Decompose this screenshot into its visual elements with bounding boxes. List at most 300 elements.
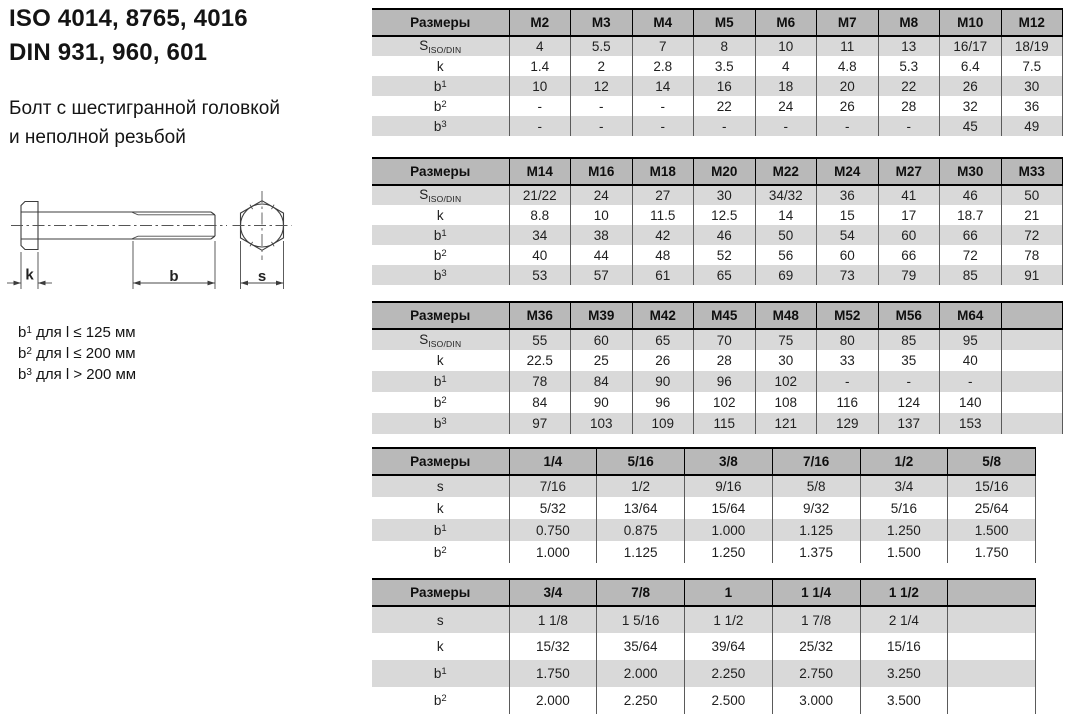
dimension-table-inch-small xyxy=(372,447,1036,563)
dimension-value: 10 xyxy=(509,76,571,96)
dimension-value: 3/4 xyxy=(860,475,948,497)
dimension-value xyxy=(948,633,1036,660)
dimension-value: 15/16 xyxy=(948,475,1036,497)
dimension-value: 53 xyxy=(509,265,571,285)
dimension-value: 85 xyxy=(878,329,940,350)
dimension-value: 5/32 xyxy=(509,497,597,519)
size-column-header: M10 xyxy=(940,9,1002,36)
dimension-value: 9/32 xyxy=(772,497,860,519)
dimension-value: 1.125 xyxy=(772,519,860,541)
dimension-value: 30 xyxy=(755,350,817,371)
dimension-value: 96 xyxy=(632,392,694,413)
size-column-header: M12 xyxy=(1001,9,1063,36)
dimension-value: 24 xyxy=(571,185,633,205)
dimension-value: 69 xyxy=(755,265,817,285)
dimension-row xyxy=(372,392,1063,413)
note-b3-symbol: b xyxy=(18,366,27,383)
dimension-value: 1.4 xyxy=(509,56,571,76)
dimension-value: 38 xyxy=(571,225,633,245)
dimension-value: 116 xyxy=(817,392,879,413)
dimension-value xyxy=(1001,350,1063,371)
note-b2-sup: 2 xyxy=(26,346,32,357)
dimension-value: 41 xyxy=(878,185,940,205)
dimension-value: - xyxy=(632,96,694,116)
dimension-value: 4.8 xyxy=(817,56,879,76)
dimension-value: 15 xyxy=(817,205,879,225)
dimension-row xyxy=(372,519,1036,541)
size-column-header: 5/16 xyxy=(597,448,685,475)
dimension-value: 30 xyxy=(1001,76,1063,96)
dimension-value: 18.7 xyxy=(940,205,1002,225)
dimension-value: 78 xyxy=(1001,245,1063,265)
dimension-value: 1.375 xyxy=(772,541,860,563)
page-title xyxy=(9,2,248,70)
dimension-row xyxy=(372,96,1063,116)
size-column-header: 3/4 xyxy=(509,579,597,606)
dimension-value: 73 xyxy=(817,265,879,285)
row-label: $b^2$ xyxy=(372,687,509,714)
dim-s-label: s xyxy=(257,268,267,285)
size-column-header: 7/16 xyxy=(772,448,860,475)
dimension-table-metric-m14-m33 xyxy=(372,157,1063,285)
dimension-value: 32 xyxy=(940,96,1002,116)
dimension-value: 2.250 xyxy=(597,687,685,714)
dimension-row xyxy=(372,475,1036,497)
note-b2-symbol: b xyxy=(18,345,27,362)
dimension-value: 3.000 xyxy=(772,687,860,714)
row-label: $b^1$ xyxy=(372,660,509,687)
dimension-row xyxy=(372,36,1063,56)
size-column-header: M45 xyxy=(694,302,756,329)
dimension-value xyxy=(948,606,1036,633)
dimension-value: 84 xyxy=(571,371,633,392)
dimension-value: 1.500 xyxy=(860,541,948,563)
s-arrow-left xyxy=(241,281,249,286)
dimension-value: 2.750 xyxy=(772,660,860,687)
dimension-value: 52 xyxy=(694,245,756,265)
description-line-1: Болт с шестигранной головкой xyxy=(9,98,280,119)
dimension-value: 7.5 xyxy=(1001,56,1063,76)
row-label: k xyxy=(372,56,509,76)
size-column-header: M64 xyxy=(940,302,1002,329)
dimension-value: 2.500 xyxy=(685,687,773,714)
note-b1 xyxy=(18,321,136,342)
dimension-value: 109 xyxy=(632,413,694,434)
dimension-value: 1.000 xyxy=(509,541,597,563)
dimension-value: 36 xyxy=(1001,96,1063,116)
dimension-value: 84 xyxy=(509,392,571,413)
dimension-value: 3.250 xyxy=(860,660,948,687)
dimension-value: 10 xyxy=(755,36,817,56)
note-b1-text: для l ≤ 125 мм xyxy=(36,324,136,341)
dimension-value: 9/16 xyxy=(685,475,773,497)
dimension-value: 46 xyxy=(940,185,1002,205)
dimension-value: 21 xyxy=(1001,205,1063,225)
size-column-header: 1 xyxy=(685,579,773,606)
dimension-row xyxy=(372,56,1063,76)
header-row xyxy=(372,302,1063,329)
size-column-header: 1 1/4 xyxy=(772,579,860,606)
dimension-row xyxy=(372,265,1063,285)
size-column-header: M56 xyxy=(878,302,940,329)
dimension-value: 70 xyxy=(694,329,756,350)
size-column-header: M24 xyxy=(817,158,879,185)
dimension-value: 22 xyxy=(878,76,940,96)
dimension-value: 1.500 xyxy=(948,519,1036,541)
size-column-header: M8 xyxy=(878,9,940,36)
dimension-value: - xyxy=(632,116,694,136)
header-row xyxy=(372,9,1063,36)
row-label: k xyxy=(372,350,509,371)
size-column-header: M48 xyxy=(755,302,817,329)
dimension-value: 3.500 xyxy=(860,687,948,714)
dimension-value: 20 xyxy=(817,76,879,96)
dimension-value: 8 xyxy=(694,36,756,56)
dimension-value: 1 1/2 xyxy=(685,606,773,633)
note-b2-text: для l ≤ 200 мм xyxy=(36,345,136,362)
dimension-value: 27 xyxy=(632,185,694,205)
dimension-value: 137 xyxy=(878,413,940,434)
dimension-row xyxy=(372,76,1063,96)
dimension-value: 24 xyxy=(755,96,817,116)
dimension-value: - xyxy=(509,116,571,136)
size-column-header: 1 1/2 xyxy=(860,579,948,606)
dim-table-inch-quarter-to-5-8 xyxy=(372,447,1036,563)
dimension-value: 28 xyxy=(878,96,940,116)
dimension-value: 54 xyxy=(817,225,879,245)
dimension-value: 15/16 xyxy=(860,633,948,660)
dimension-value: 8.8 xyxy=(509,205,571,225)
dimension-value: 34 xyxy=(509,225,571,245)
row-label: s xyxy=(372,475,509,497)
dimension-value: 13 xyxy=(878,36,940,56)
description-line-2: и неполной резьбой xyxy=(9,127,186,148)
dimension-row xyxy=(372,185,1063,205)
dimension-value: - xyxy=(755,116,817,136)
dimension-value: 12 xyxy=(571,76,633,96)
dimension-row xyxy=(372,116,1063,136)
row-label: $b^3$ xyxy=(372,116,509,136)
dimension-row xyxy=(372,541,1036,563)
dimension-value xyxy=(1001,329,1063,350)
dimension-value: 55 xyxy=(509,329,571,350)
size-column-header: M39 xyxy=(571,302,633,329)
dimension-value: 5.5 xyxy=(571,36,633,56)
dimension-value: - xyxy=(940,371,1002,392)
dimension-value: 1.125 xyxy=(597,541,685,563)
size-column-header: M27 xyxy=(878,158,940,185)
size-column-header: M30 xyxy=(940,158,1002,185)
dimension-value: - xyxy=(571,96,633,116)
dimension-value: 2.250 xyxy=(685,660,773,687)
row-label: $b^2$ xyxy=(372,245,509,265)
dimension-value: 60 xyxy=(817,245,879,265)
dimension-value: 72 xyxy=(1001,225,1063,245)
dimension-row xyxy=(372,660,1036,687)
dimension-value: 79 xyxy=(878,265,940,285)
dimension-value: 50 xyxy=(1001,185,1063,205)
dimension-value: 5/16 xyxy=(860,497,948,519)
corner-header: Размеры xyxy=(372,9,509,36)
dimension-value: 124 xyxy=(878,392,940,413)
hex-end-view xyxy=(233,191,292,289)
note-b1-sup: 1 xyxy=(26,325,32,336)
dim-table-metric-M2-M12 xyxy=(372,8,1063,136)
dimension-value: 13/64 xyxy=(597,497,685,519)
dimension-value: 26 xyxy=(817,96,879,116)
note-b2 xyxy=(18,342,136,363)
dimension-value: 15/64 xyxy=(685,497,773,519)
din-standards-line: DIN 931, 960, 601 xyxy=(9,39,208,66)
size-column-header: M22 xyxy=(755,158,817,185)
dimension-value: 108 xyxy=(755,392,817,413)
dimension-value: 0.875 xyxy=(597,519,685,541)
dimension-value: 103 xyxy=(571,413,633,434)
header-row xyxy=(372,448,1036,475)
row-label: $b^1$ xyxy=(372,76,509,96)
dimension-value: 66 xyxy=(940,225,1002,245)
dimension-value: 26 xyxy=(940,76,1002,96)
dimension-value: 1 5/16 xyxy=(597,606,685,633)
dimension-value: 140 xyxy=(940,392,1002,413)
dimension-value xyxy=(1001,413,1063,434)
dimension-value: 60 xyxy=(571,329,633,350)
header-row xyxy=(372,579,1036,606)
bolt-technical-drawing xyxy=(5,188,335,328)
dimension-value: 61 xyxy=(632,265,694,285)
row-label: $b^1$ xyxy=(372,371,509,392)
dimension-value: 17 xyxy=(878,205,940,225)
dimension-value: 16/17 xyxy=(940,36,1002,56)
dimension-value: 22.5 xyxy=(509,350,571,371)
dimension-value: 1.250 xyxy=(860,519,948,541)
row-label: $S_{ISO/DIN}$ xyxy=(372,185,509,205)
dimension-value: 72 xyxy=(940,245,1002,265)
dim-b-label: b xyxy=(169,268,179,285)
bolt-side-view xyxy=(7,202,227,290)
dimension-value: - xyxy=(509,96,571,116)
size-column-header: M36 xyxy=(509,302,571,329)
dimension-value: 11.5 xyxy=(632,205,694,225)
corner-header: Размеры xyxy=(372,158,509,185)
b-arrow-right xyxy=(208,281,216,286)
dimension-value: 115 xyxy=(694,413,756,434)
dimension-value: 65 xyxy=(694,265,756,285)
size-column-header: M14 xyxy=(509,158,571,185)
row-label: $b^2$ xyxy=(372,392,509,413)
size-column-header: M5 xyxy=(694,9,756,36)
dimension-value: 1.750 xyxy=(509,660,597,687)
dimension-value: 22 xyxy=(694,96,756,116)
dimension-value: 49 xyxy=(1001,116,1063,136)
dimension-value: 16 xyxy=(694,76,756,96)
dimension-value: 21/22 xyxy=(509,185,571,205)
dimension-value: 2 1/4 xyxy=(860,606,948,633)
dimension-row xyxy=(372,205,1063,225)
size-column-header: 5/8 xyxy=(948,448,1036,475)
dimension-row xyxy=(372,687,1036,714)
dimension-value: 102 xyxy=(755,371,817,392)
dimension-value: 28 xyxy=(694,350,756,371)
dimension-value: 97 xyxy=(509,413,571,434)
dimension-value: 5/8 xyxy=(772,475,860,497)
dimension-value: 25/64 xyxy=(948,497,1036,519)
row-label: s xyxy=(372,606,509,633)
dimension-value: - xyxy=(694,116,756,136)
dimension-value: 1 7/8 xyxy=(772,606,860,633)
dimension-value: 6.4 xyxy=(940,56,1002,76)
row-label: k xyxy=(372,497,509,519)
dimension-value: 15/32 xyxy=(509,633,597,660)
size-column-header: M52 xyxy=(817,302,879,329)
row-label: k xyxy=(372,633,509,660)
dimension-value: 44 xyxy=(571,245,633,265)
dimension-value: 90 xyxy=(632,371,694,392)
dimension-value: 5.3 xyxy=(878,56,940,76)
k-arrow-left xyxy=(14,281,22,286)
dim-table-metric-M36-M64 xyxy=(372,301,1063,434)
dimension-value: 11 xyxy=(817,36,879,56)
dimension-value: 1/2 xyxy=(597,475,685,497)
dimension-value: 45 xyxy=(940,116,1002,136)
dimension-value: 2 xyxy=(571,56,633,76)
dimension-value: 10 xyxy=(571,205,633,225)
dimension-value: 40 xyxy=(940,350,1002,371)
dimension-value: 153 xyxy=(940,413,1002,434)
dimension-value: 14 xyxy=(632,76,694,96)
dimension-value: 35/64 xyxy=(597,633,685,660)
dimension-value xyxy=(1001,392,1063,413)
size-column-header: M18 xyxy=(632,158,694,185)
corner-header: Размеры xyxy=(372,448,509,475)
note-b3-text: для l > 200 мм xyxy=(36,366,137,383)
dimension-value: 35 xyxy=(878,350,940,371)
dimension-value: 91 xyxy=(1001,265,1063,285)
size-column-header: M4 xyxy=(632,9,694,36)
dim-k-label: k xyxy=(25,266,34,284)
s-arrow-right xyxy=(276,281,284,286)
size-column-header: M3 xyxy=(571,9,633,36)
k-arrow-right xyxy=(38,281,46,286)
product-description xyxy=(9,94,280,152)
dimension-value: 4 xyxy=(755,56,817,76)
dimension-value: 18 xyxy=(755,76,817,96)
dimension-table-inch-large xyxy=(372,578,1036,714)
dimension-value: 26 xyxy=(632,350,694,371)
dimension-value: 1.250 xyxy=(685,541,773,563)
dimension-value: 14 xyxy=(755,205,817,225)
dimension-value: 50 xyxy=(755,225,817,245)
dimension-value: 4 xyxy=(509,36,571,56)
dimension-row xyxy=(372,606,1036,633)
dimension-value: 102 xyxy=(694,392,756,413)
row-label: $b^3$ xyxy=(372,413,509,434)
dimension-value: 78 xyxy=(509,371,571,392)
corner-header: Размеры xyxy=(372,302,509,329)
dimension-value: 30 xyxy=(694,185,756,205)
dimension-row xyxy=(372,371,1063,392)
dimension-value: 2.000 xyxy=(597,660,685,687)
dimension-value: 56 xyxy=(755,245,817,265)
dimension-value xyxy=(948,687,1036,714)
row-label: $b^1$ xyxy=(372,519,509,541)
size-column-header: 7/8 xyxy=(597,579,685,606)
dimension-value: 2.8 xyxy=(632,56,694,76)
size-column-header: 1/2 xyxy=(860,448,948,475)
dimension-value xyxy=(1001,371,1063,392)
dimension-row xyxy=(372,225,1063,245)
dimension-row xyxy=(372,329,1063,350)
size-column-header: 1/4 xyxy=(509,448,597,475)
dimension-value: 96 xyxy=(694,371,756,392)
note-b1-symbol: b xyxy=(18,324,27,341)
dimension-value: 12.5 xyxy=(694,205,756,225)
dimension-table-metric-m2-m12 xyxy=(372,8,1063,136)
dimension-value: 7 xyxy=(632,36,694,56)
dimension-value: 1 1/8 xyxy=(509,606,597,633)
note-b3-sup: 3 xyxy=(26,367,32,378)
header-row xyxy=(372,158,1063,185)
dimension-value: 25 xyxy=(571,350,633,371)
size-column-header: M6 xyxy=(755,9,817,36)
dimension-value: 42 xyxy=(632,225,694,245)
dimension-value: 66 xyxy=(878,245,940,265)
dimension-value: 48 xyxy=(632,245,694,265)
dimension-value: 2.000 xyxy=(509,687,597,714)
size-column-header: M42 xyxy=(632,302,694,329)
dimension-value: - xyxy=(571,116,633,136)
bolt-drawing-svg xyxy=(5,188,335,323)
size-column-header: 3/8 xyxy=(685,448,773,475)
size-column-header: M2 xyxy=(509,9,571,36)
size-column-header: M20 xyxy=(694,158,756,185)
size-column-header xyxy=(948,579,1036,606)
b-arrow-left xyxy=(133,281,141,286)
dimension-value: - xyxy=(878,116,940,136)
dimension-value: 25/32 xyxy=(772,633,860,660)
dimension-value: 129 xyxy=(817,413,879,434)
iso-standards-line: ISO 4014, 8765, 4016 xyxy=(9,5,248,32)
dimension-row xyxy=(372,497,1036,519)
row-label: k xyxy=(372,205,509,225)
dimension-value: 65 xyxy=(632,329,694,350)
note-b3 xyxy=(18,363,136,384)
dim-table-metric-M14-M33 xyxy=(372,157,1063,285)
dimension-row xyxy=(372,633,1036,660)
dimension-value: 34/32 xyxy=(755,185,817,205)
size-column-header: M7 xyxy=(817,9,879,36)
dimension-value: 75 xyxy=(755,329,817,350)
thread-length-notes xyxy=(18,321,136,384)
dimension-value: 1.000 xyxy=(685,519,773,541)
dimension-value: 60 xyxy=(878,225,940,245)
dimension-row xyxy=(372,413,1063,434)
row-label: $b^2$ xyxy=(372,96,509,116)
row-label: $b^1$ xyxy=(372,225,509,245)
dimension-table-metric-m36-m64 xyxy=(372,301,1063,434)
dimension-value: 80 xyxy=(817,329,879,350)
dimension-value: - xyxy=(817,116,879,136)
row-label: $S_{ISO/DIN}$ xyxy=(372,329,509,350)
dimension-value: 1.750 xyxy=(948,541,1036,563)
row-label: $b^2$ xyxy=(372,541,509,563)
row-label: $b^3$ xyxy=(372,265,509,285)
dimension-value: 95 xyxy=(940,329,1002,350)
dimension-row xyxy=(372,245,1063,265)
size-column-header: M16 xyxy=(571,158,633,185)
size-column-header: M33 xyxy=(1001,158,1063,185)
dimension-value: 40 xyxy=(509,245,571,265)
